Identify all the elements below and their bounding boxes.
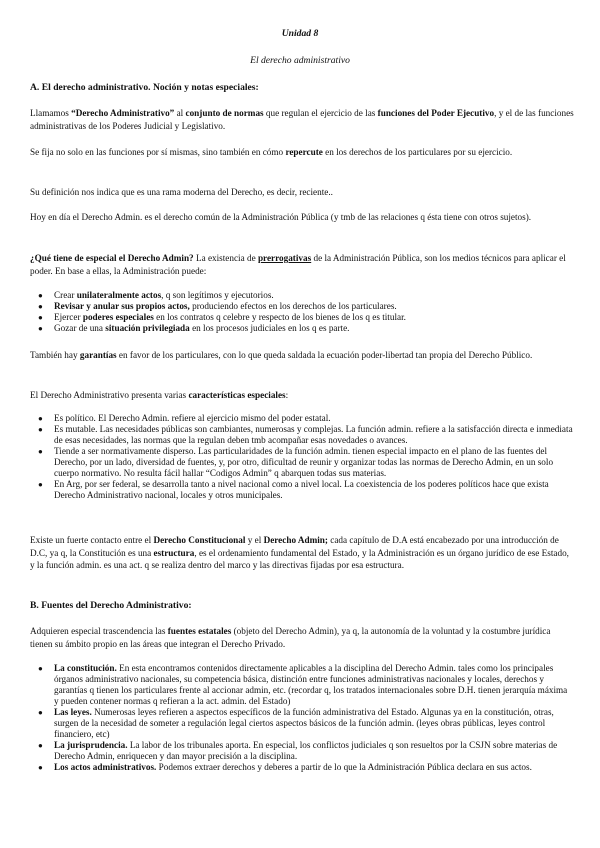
list-item: ● Ejercer poderes especiales en los contratos q celebre y respecto de los bienes de los q es titular. [38,312,574,323]
section-a-heading: A. El derecho administrativo. Noción y notas especiales: [30,82,259,93]
list-item: ● Es político. El Derecho Admin. refiere al ejercicio mismo del poder estatal. [38,413,574,424]
paragraph-common-law: Hoy en día el Derecho Admin. es el derecho común de la Administración Pública (y tmb de las relaciones q ésta tiene con otros sujetos). [30,212,532,222]
paragraph-definition: Llamamos “Derecho Administrativo” al conjunto de normas que regulan el ejercicio de las funciones del Poder Ejecutivo, y el de las funciones administrativas de los Poderes Judicial y Legislativo. [30,108,574,131]
list-item: ● Es mutable. Las necesidades públicas son cambiantes, numerosas y complejas. La función admin. refiere a la satisfacción directa e inmediata de esas necesidades, las normas que la regulan deben tmb acompañar esas novedades o avances. [38,424,574,446]
list-item: ● Tiende a ser normativamente disperso. Las particularidades de la función admin. tienen especial impacto en el plano de las fuentes del Derecho, por un lado, diversidad de fuentes, y, por otro, dificultad de reunir y organizar todas las normas de Derecho Admin, en un solo cuerpo normativo. No resulta fácil hallar “Codigos Admin” q abarquen todas sus materias. [38,446,574,479]
list-item: ● Los actos administrativos. Podemos extraer derechos y deberes a partir de lo que la Administración Pública declara en sus actos. [38,762,574,773]
paragraph-modern: Su definición nos indica que es una rama moderna del Derecho, es decir, reciente.. [30,187,333,197]
section-b-heading: B. Fuentes del Derecho Administrativo: [30,600,192,611]
prerogatives-list [38,290,574,334]
list-item: ● Gozar de una situación privilegiada en los procesos judiciales en los q es parte. [38,323,574,334]
paragraph-repercute: Se fija no solo en las funciones por sí mismas, sino también en cómo repercute en los derechos de los particulares por su ejercicio. [30,147,513,157]
characteristics-list [38,413,574,501]
list-item: ● En Arg, por ser federal, se desarrolla tanto a nivel nacional como a nivel local. La coexistencia de los poderes políticos hace que exista Derecho Administrativo nacional, locales y otros municipales. [38,479,574,501]
list-item: ● La jurisprudencia. La labor de los tribunales aporta. En especial, los conflictos judiciales q son resueltos por la CSJN sobre materias de Derecho Admin, enriquecen y dan mayor precisión a la disciplina. [38,740,574,762]
list-item: ● Revisar y anular sus propios actos, produciendo efectos en los derechos de los particulares. [38,301,574,312]
paragraph-state-sources: Adquieren especial trascendencia las fuentes estatales (objeto del Derecho Admin), ya q, la autonomía de la voluntad y la costumbre jurídica tienen su ámbito propio en las áreas que integran el Derecho Privado. [30,626,551,649]
chapter-subtitle: El derecho administrativo [250,55,350,66]
unit-title: Unidad 8 [281,28,319,39]
list-item: ● Crear unilateralmente actos, q son legítimos y ejecutorios. [38,290,574,301]
paragraph-constitutional-contact: Existe un fuerte contacto entre el Derecho Constitucional y el Derecho Admin; cada capítulo de D.A está encabezado por una introducción de D.C, ya q, la Constitución es una estructura, es el ordenamiento fundamental del Estado, y la Administración es un órgano jurídico de ese Estado, y la función admin. es una act. q se realiza dentro del marco y las directivas fijadas por esa estructura. [30,535,569,570]
paragraph-characteristics: El Derecho Administrativo presenta varias características especiales: [30,390,289,400]
paragraph-guarantees: También hay garantías en favor de los particulares, con lo que queda saldada la ecuación poder-libertad tan propia del Derecho Público. [30,350,533,360]
list-item: ● La constitución. En esta encontramos contenidos directamente aplicables a la disciplina del Derecho Admin. tales como los principales órganos administrativo nacionales, su competencia básica, distinción entre funciones administrativas nacionales y locales, derechos y garantías q tienen los particulares frente al accionar admin, etc. (recordar q, los tratados internacionales sobre D.H. tienen jerarquía máxima y pueden contener normas q refieran a la act. admin. del Estado) [38,663,574,707]
list-item: ● Las leyes. Numerosas leyes refieren a aspectos específicos de la función administrativa del Estado. Algunas ya en la constitución, otras, surgen de la necesidad de someter a regulación legal ciertos aspectos básicos de la función admin. (leyes obras públicas, leyes control financiero, etc) [38,707,574,740]
sources-list [38,663,574,773]
paragraph-prerogatives: ¿Qué tiene de especial el Derecho Admin? La existencia de prerrogativas de la Administración Pública, son los medios técnicos para aplicar el poder. En base a ellas, la Administración puede: [30,253,566,276]
